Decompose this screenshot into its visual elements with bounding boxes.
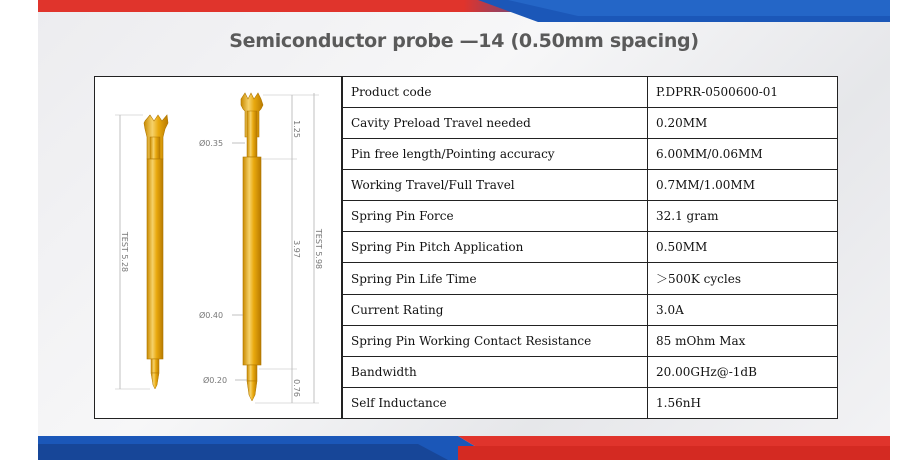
spec-label: Spring Pin Working Contact Resistance xyxy=(343,325,648,356)
spec-row xyxy=(343,387,838,418)
spec-label: Spring Pin Life Time xyxy=(343,263,648,294)
spec-row xyxy=(343,108,838,139)
spec-label: Self Inductance xyxy=(343,387,648,418)
spec-value: P.DPRR-0500600-01 xyxy=(648,77,838,108)
spec-label: Spring Pin Pitch Application xyxy=(343,232,648,263)
spec-row xyxy=(343,294,838,325)
spec-value: ＞500K cycles xyxy=(648,263,838,294)
diameter-label-020: Ø0.20 xyxy=(203,376,228,385)
spec-value: 1.56nH xyxy=(648,387,838,418)
spec-value: 0.50MM xyxy=(648,232,838,263)
spec-value: 0.20MM xyxy=(648,108,838,139)
spec-label: Pin free length/Pointing accuracy xyxy=(343,139,648,170)
diameter-label-040: Ø0.40 xyxy=(199,311,224,320)
spec-row xyxy=(343,325,838,356)
left-probe xyxy=(144,115,168,389)
spec-sheet xyxy=(94,76,838,419)
spec-row xyxy=(343,356,838,387)
page-title: Semiconductor probe —14 (0.50mm spacing) xyxy=(229,30,699,52)
spec-row xyxy=(343,139,838,170)
spec-label: Current Rating xyxy=(343,294,648,325)
spec-row xyxy=(343,263,838,294)
diameter-label-035: Ø0.35 xyxy=(199,139,224,148)
spec-value: 0.7MM/1.00MM xyxy=(648,170,838,201)
spec-value: 85 mOhm Max xyxy=(648,325,838,356)
spec-row xyxy=(343,77,838,108)
left-test-label: TEST 5.28 xyxy=(120,231,129,273)
page-background xyxy=(38,0,890,460)
spec-value: 3.0A xyxy=(648,294,838,325)
bottom-color-band xyxy=(38,436,890,460)
right-seg-top-label: 1.25 xyxy=(292,120,301,138)
right-seg-bottom-label: 0.76 xyxy=(292,379,301,397)
right-seg-mid-label: 3.97 xyxy=(292,240,301,258)
probe-drawing xyxy=(95,77,342,418)
spec-label: Bandwidth xyxy=(343,356,648,387)
spec-label: Working Travel/Full Travel xyxy=(343,170,648,201)
spec-row xyxy=(343,232,838,263)
spec-row xyxy=(343,201,838,232)
spec-label: Product code xyxy=(343,77,648,108)
spec-value: 20.00GHz@-1dB xyxy=(648,356,838,387)
right-probe xyxy=(241,93,263,401)
spec-label: Cavity Preload Travel needed xyxy=(343,108,648,139)
spec-table xyxy=(342,77,837,418)
probe-drawing-svg xyxy=(95,77,341,418)
spec-row xyxy=(343,170,838,201)
right-test-label: TEST 5.98 xyxy=(314,228,323,270)
spec-label: Spring Pin Force xyxy=(343,201,648,232)
spec-value: 6.00MM/0.06MM xyxy=(648,139,838,170)
top-color-band xyxy=(38,0,890,22)
spec-value: 32.1 gram xyxy=(648,201,838,232)
